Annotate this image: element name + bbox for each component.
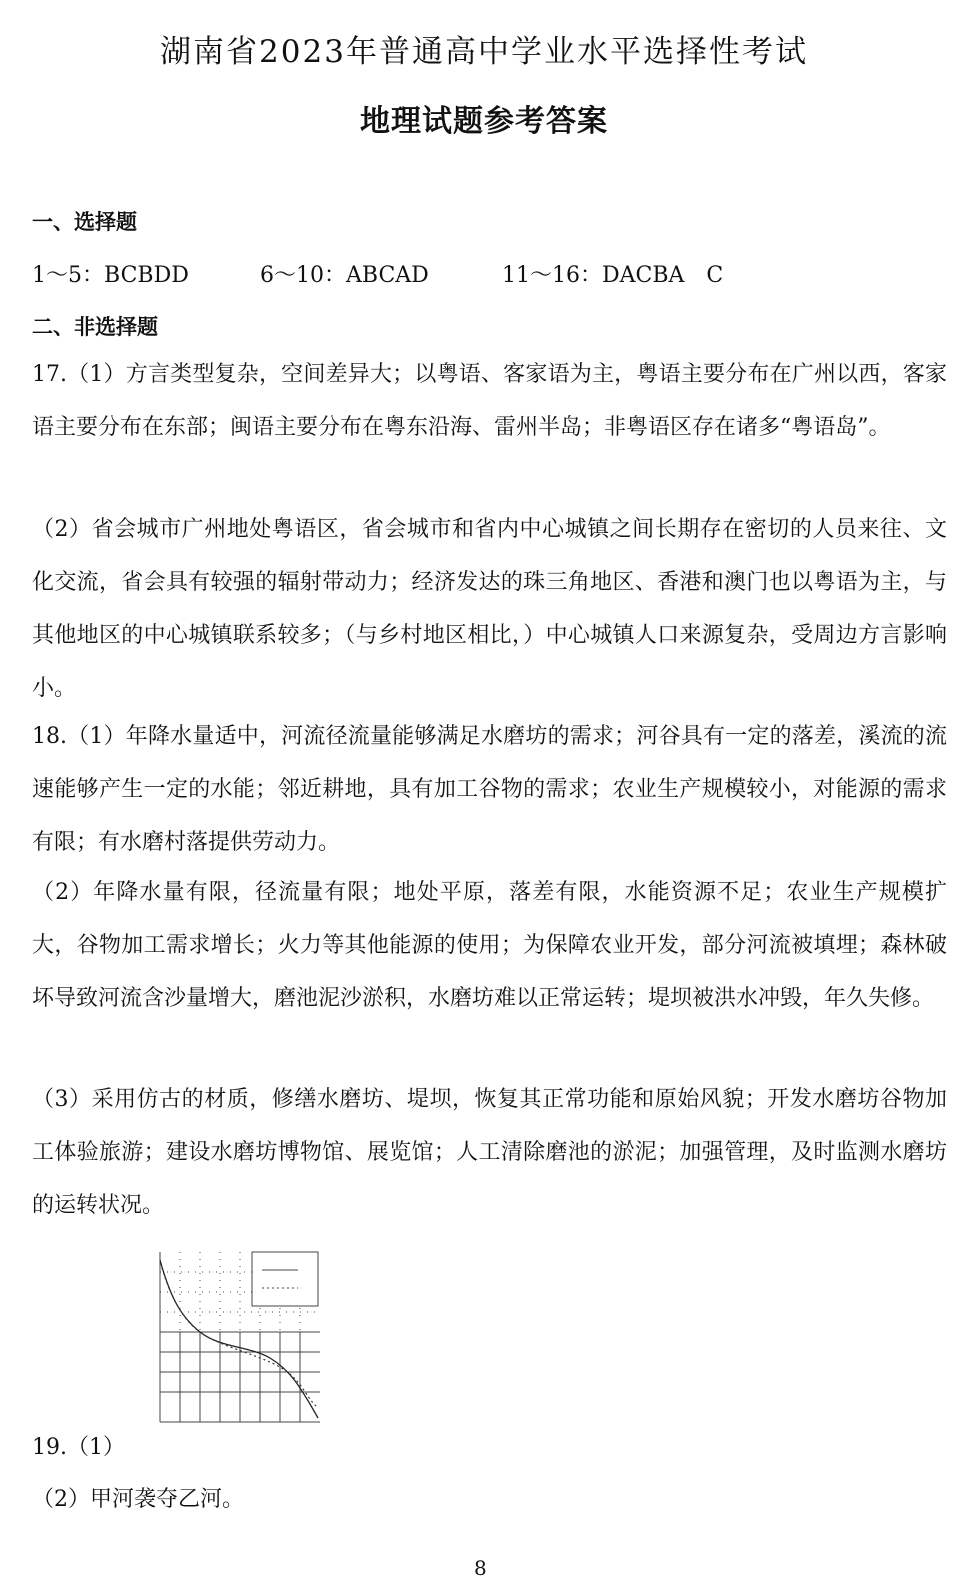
doc-title: 湖南省2023年普通高中学业水平选择性考试 xyxy=(160,34,808,70)
answers-6-10: 6～10：ABCAD xyxy=(260,263,429,288)
q17-part1: 17.（1）方言类型复杂，空间差异大；以粤语、客家语为主，粤语主要分布在广州以西，客家语主要分布在东部；闽语主要分布在粤东沿海、雷州半岛；非粤语区存在诸多“粤语岛”。 xyxy=(32,362,947,440)
river-profile-figure xyxy=(140,1246,322,1446)
answers-1-5: 1～5：BCBDD xyxy=(32,263,189,288)
doc-subtitle: 地理试题参考答案 xyxy=(360,104,608,139)
answers-11-16: 11～16：DACBA C xyxy=(502,263,724,288)
q18-part1: 18.（1）年降水量适中，河流径流量能够满足水磨坊的需求；河谷具有一定的落差，溪流的流速能够产生一定的水能；邻近耕地，具有加工谷物的需求；农业生产规模较小，对能源的需求有限；有水磨村落提供劳动力。 xyxy=(32,724,947,855)
figure-legend xyxy=(252,1252,318,1306)
q18-part3: （3）采用仿古的材质，修缮水磨坊、堤坝，恢复其正常功能和原始风貌；开发水磨坊谷物加工体验旅游；建设水磨坊博物馆、展览馆；人工清除磨池的淤泥；加强管理，及时监测水磨坊的运转状况。 xyxy=(32,1087,947,1218)
page-number: 8 xyxy=(474,1556,487,1580)
q17-part2: （2）省会城市广州地处粤语区，省会城市和省内中心城镇之间长期存在密切的人员来往、文化交流，省会具有较强的辐射带动力；经济发达的珠三角地区、香港和澳门也以粤语为主，与其他地区的中心城镇联系较多；（与乡村地区相比，）中心城镇人口来源复杂，受周边方言影响小。 xyxy=(32,517,947,701)
q19-part1: 19.（1） xyxy=(32,1435,125,1460)
q19-part2: （2）甲河袭夺乙河。 xyxy=(32,1487,244,1512)
section-heading-choice: 一、选择题 xyxy=(32,210,137,234)
section-heading-nonchoice: 二、非选择题 xyxy=(32,315,158,339)
q18-part2: （2）年降水量有限，径流量有限；地处平原，落差有限，水能资源不足；农业生产规模扩大，谷物加工需求增长；火力等其他能源的使用；为保障农业开发，部分河流被填埋；森林破坏导致河流含沙量增大，磨池泥沙淤积，水磨坊难以正常运转；堤坝被洪水冲毁，年久失修。 xyxy=(32,880,947,1011)
